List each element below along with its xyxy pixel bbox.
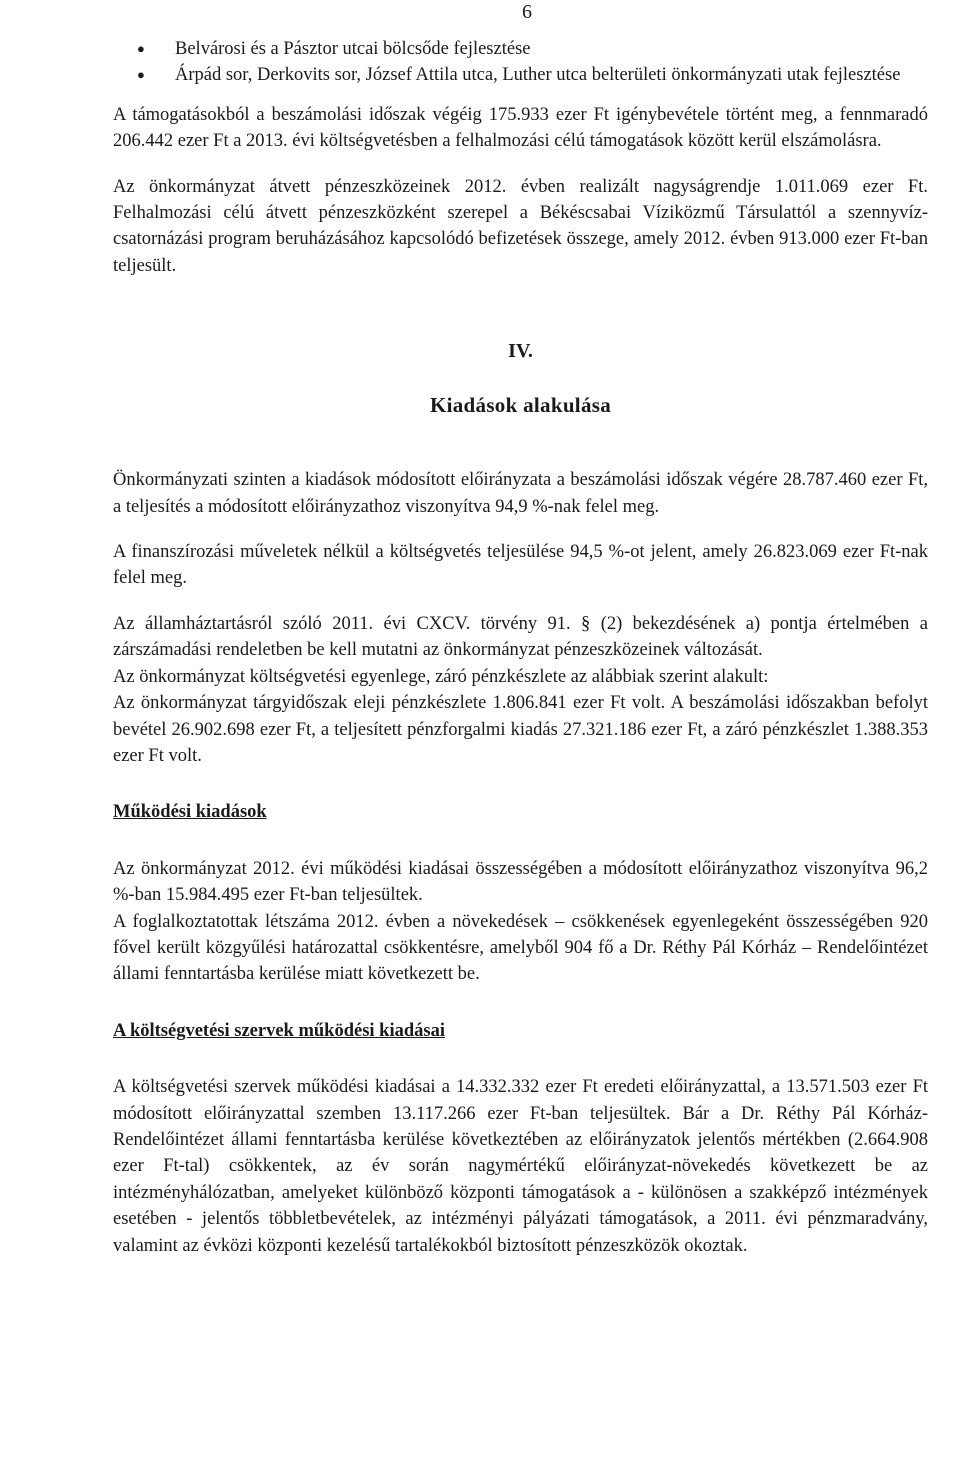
bullet-list — [113, 36, 928, 89]
section-number: IV. — [508, 340, 533, 363]
list-item: ● Árpád sor, Derkovits sor, József Attila utca, Luther utca belterületi önkormányzati utak fejlesztése — [113, 62, 928, 88]
paragraph-received-funds: Az önkormányzat átvett pénzeszközeinek 2012. évben realizált nagyságrendje 1.011.069 ezer Ft. Felhalmozási célú átvett pénzeszközként szerepel a Békéscsabai Víziközmű Társulattól a szennyvíz-csatornázási program beruházásához kapcsolódó befizetések összege, amely 2012. évben 913.000 ezer Ft-ban teljesült. — [113, 176, 928, 276]
paragraph-institution-expenses: A költségvetési szervek működési kiadásai a 14.332.332 ezer Ft eredeti előirányzattal, a 13.571.503 ezer Ft módosított előirányzattal szemben 13.117.266 ezer Ft-ban teljesültek. Bár a Dr. Réthy Pál Kórház-Rendelőintézet állami fenntartásba kerülése következtében az előirányzatok jelentős mértékben (2.664.908 ezer Ft-tal) csökkentek, az év során nagymértékű előirányzat-növekedés következett be az intézményhálózatban, amelyeket különböző központi támogatások a - különösen a szakképző intézmények esetében - jelentős többletbevételek, az intézményi pályázati támogatások, a 2011. évi pénzmaradvány, valamint az évközi központi kezelésű tartalékokból biztosított pénzeszközök okoztak. — [113, 1077, 928, 1256]
paragraph-headcount: A foglalkoztatottak létszáma 2012. évben a növekedések – csökkenések egyenlegeként összességében 920 fővel került közgyűlési határozattal csökkentésre, amelyből 904 fő a Dr. Réthy Pál Kórház – Rendelőintézet állami fenntartásba kerülése miatt következett be. — [113, 911, 928, 985]
paragraph-expenditure-total: Önkormányzati szinten a kiadások módosított előirányzata a beszámolási időszak végére 28.787.460 ezer Ft, a teljesítés a módosított előirányzathoz viszonyítva 94,9 %-nak felel meg. — [113, 470, 928, 517]
paragraph-budget-fulfilment: A finanszírozási műveletek nélkül a költségvetés teljesülése 94,5 %-ot jelent, amely 26.823.069 ezer Ft-nak felel meg. — [113, 542, 928, 589]
section-title: Kiadások alakulása — [429, 393, 612, 418]
paragraph-operating-expenses: Az önkormányzat 2012. évi működési kiadásai összességében a módosított előirányzathoz viszonyítva 96,2 %-ban 15.984.495 ezer Ft-ban teljesültek. — [113, 858, 928, 906]
heading-operating-expenses: Működési kiadások — [113, 802, 267, 823]
paragraph-legal-basis: Az államháztartásról szóló 2011. évi CXCV. törvény 91. § (2) bekezdésének a) pontja értelmében a zárszámadási rendeletben be kell mutatni az önkormányzat pénzeszközeinek változását. — [113, 613, 928, 661]
paragraph-balance-intro: Az önkormányzat költségvetési egyenlege, záró pénzkészlete az alábbiak szerint alakult: — [113, 666, 769, 687]
list-item: ● Belvárosi és a Pásztor utcai bölcsőde fejlesztése — [113, 36, 928, 62]
document-body — [113, 36, 928, 1259]
paragraph-support-usage: A támogatásokból a beszámolási időszak végéig 175.933 ezer Ft igénybevétele történt meg, a fennmaradó 206.442 ezer Ft a 2013. évi költségvetésben a felhalmozási célú támogatások között kerül elszámolásra. — [113, 104, 928, 152]
page-number: 6 — [522, 1, 532, 23]
paragraph-cash-balance: Az önkormányzat tárgyidőszak eleji pénzkészlete 1.806.841 ezer Ft volt. A beszámolási időszakban befolyt bevétel 26.902.698 ezer Ft, a teljesített pénzforgalmi kiadás 27.321.186 ezer Ft, a záró pénzkészlet 1.388.353 ezer Ft volt. — [113, 693, 928, 766]
heading-institution-expenses: A költségvetési szervek működési kiadásai — [113, 1020, 445, 1041]
